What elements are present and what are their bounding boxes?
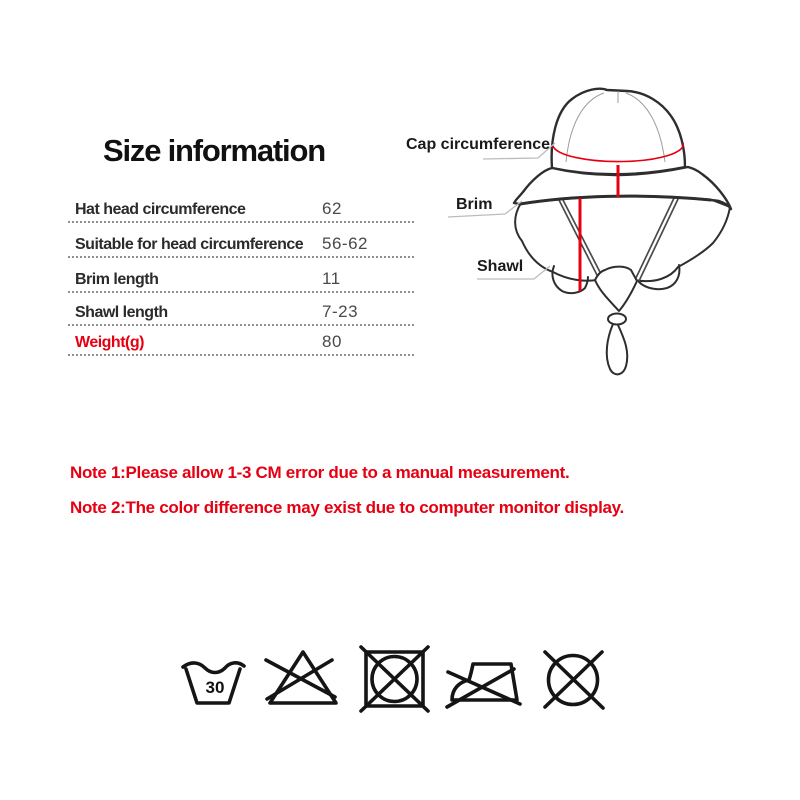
label-brim: Brim: [456, 196, 493, 213]
row-value: 56-62: [322, 234, 368, 253]
row-label: Shawl length: [75, 304, 168, 321]
row-label: Brim length: [75, 271, 159, 288]
wash-temperature: 30: [205, 678, 225, 697]
row-label: Weight(g): [75, 334, 144, 351]
table-row: [68, 231, 414, 258]
hat-diagram: [420, 56, 800, 400]
table-row-weight: [68, 329, 414, 356]
do-not-iron-icon: [447, 664, 520, 707]
strap-toggle: [595, 267, 637, 375]
do-not-tumble-dry-icon: [361, 647, 428, 711]
row-value: 62: [322, 199, 342, 218]
care-symbols: [170, 630, 640, 730]
note-2: Note 2:The color difference may exist due to computer monitor display.: [70, 498, 624, 517]
page-title: Size information: [103, 133, 325, 168]
row-label: Suitable for head circumference: [75, 236, 304, 253]
row-value: 7-23: [322, 302, 359, 321]
row-value: 11: [322, 269, 341, 288]
table-row: [68, 299, 414, 326]
table-row: [68, 196, 414, 223]
label-cap-circumference: Cap circumference: [406, 136, 551, 153]
label-shawl: Shawl: [477, 258, 524, 275]
row-label: Hat head circumference: [75, 201, 246, 218]
do-not-dry-clean-icon: [545, 652, 603, 708]
table-row: [68, 266, 414, 293]
note-1: Note 1:Please allow 1-3 CM error due to a manual measurement.: [70, 463, 570, 482]
do-not-bleach-icon: [266, 652, 336, 703]
row-value: 80: [322, 332, 342, 351]
